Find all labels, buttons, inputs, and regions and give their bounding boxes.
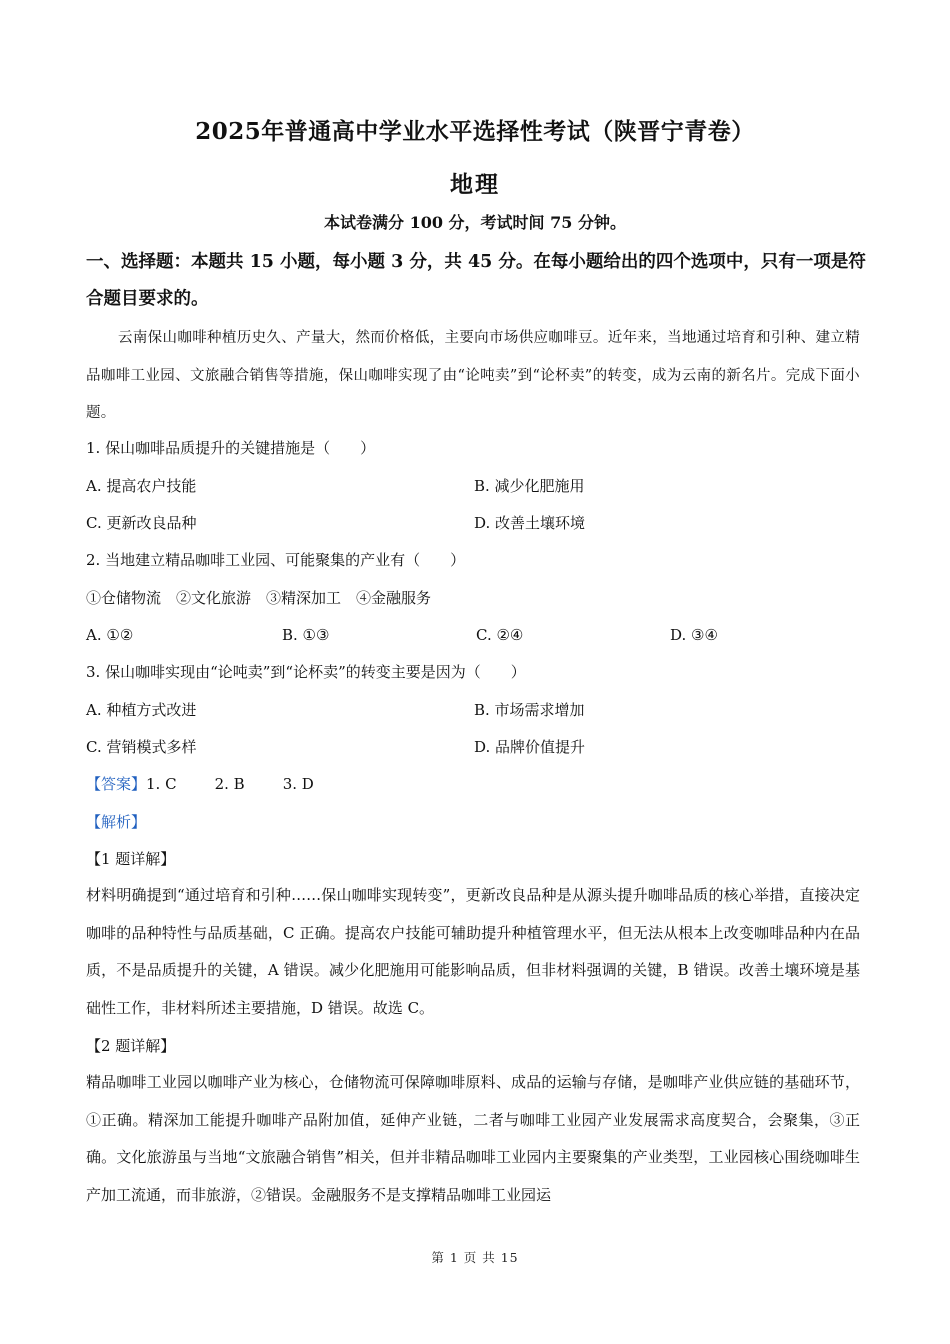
section-heading: 一、选择题：本题共 15 小题，每小题 3 分，共 45 分。在每小题给出的四个选项中，只有一项是符合题目要求的。 [86,252,866,309]
exam-title: 2025年普通高中学业水平选择性考试（陕晋宁青卷） [195,118,755,145]
question-3-stem: 3. 保山咖啡实现由“论吨卖”到“论杯卖”的转变主要是因为（ ） [86,663,526,681]
question-3-option-b: B. 市场需求增加 [474,701,585,719]
question-2-option-c: C. ②④ [476,626,524,644]
question-2-items: ①仓储物流 ②文化旅游 ③精深加工 ④金融服务 [86,589,432,607]
question-3-option-c: C. 营销模式多样 [86,738,197,756]
analysis-q1-heading: 【1 题详解】 [86,850,176,868]
question-1-option-b: B. 减少化肥施用 [474,477,585,495]
question-3-option-a: A. 种植方式改进 [86,701,197,719]
analysis-label: 【解析】 [86,813,147,831]
question-1-option-d: D. 改善土壤环境 [474,514,586,532]
question-1-option-a: A. 提高农户技能 [86,477,197,495]
analysis-q2-heading: 【2 题详解】 [86,1037,176,1055]
exam-subject: 地理 [450,171,500,198]
material-paragraph: 云南保山咖啡种植历史久、产量大，然而价格低，主要向市场供应咖啡豆。近年来，当地通过培育和引种、建立精品咖啡工业园、文旅融合销售等措施，保山咖啡实现了由“论吨卖”到“论杯卖”的转变，成为云南的新名片。完成下面小题。 [86,330,860,421]
page-footer: 第 1 页 共 15 [431,1250,519,1265]
exam-note: 本试卷满分 100 分，考试时间 75 分钟。 [324,213,626,232]
answer-item-3: 3. D [282,775,314,793]
answer-item-1: 1. C [146,775,177,793]
question-1-option-c: C. 更新改良品种 [86,514,197,532]
question-2-option-a: A. ①② [86,626,134,644]
analysis-q1-text: 材料明确提到“通过培育和引种……保山咖啡实现转变”，更新改良品种是从源头提升咖啡品质的核心举措，直接决定咖啡的品种特性与品质基础，C 正确。提高农户技能可辅助提升种植管理水平，但无法从根本上改变咖啡品种内在品质，不是品质提升的关键，A 错误。减少化肥施用可能影响品质，但非材料强调的关键，B 错误。改善土壤环境是基础性工作，非材料所述主要措施，D 错误。故选 C。 [86,886,860,1017]
answer-label: 【答案】 [86,775,147,793]
answer-line [86,774,314,794]
analysis-q2-text: 精品咖啡工业园以咖啡产业为核心，仓储物流可保障咖啡原料、成品的运输与存储，是咖啡产业供应链的基础环节，①正确。精深加工能提升咖啡产品附加值，延伸产业链，二者与咖啡工业园产业发展需求高度契合，会聚集，③正确。文化旅游虽与当地“文旅融合销售”相关，但并非精品咖啡工业园内主要聚集的产业类型，工业园核心围绕咖啡生产加工流通，而非旅游，②错误。金融服务不是支撑精品咖啡工业园运 [86,1073,860,1204]
question-2-option-d: D. ③④ [670,626,718,644]
question-1-stem: 1. 保山咖啡品质提升的关键措施是（ ） [86,439,376,457]
answer-item-2: 2. B [214,775,245,793]
question-2-stem: 2. 当地建立精品咖啡工业园、可能聚集的产业有（ ） [86,551,466,569]
question-3-option-d: D. 品牌价值提升 [474,738,586,756]
question-2-option-b: B. ①③ [282,626,330,644]
